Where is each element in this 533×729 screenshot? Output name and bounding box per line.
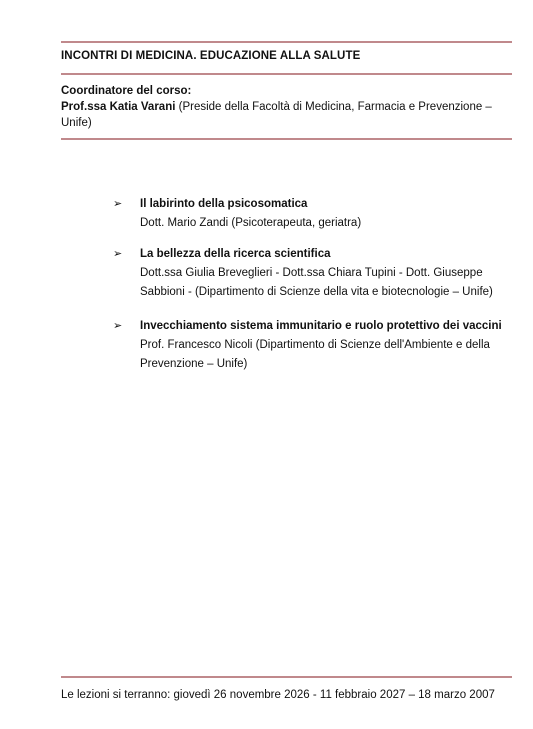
title-rule xyxy=(61,73,512,75)
top-rule xyxy=(61,41,512,43)
coordinator-block xyxy=(61,83,516,131)
arrow-bullet-icon: ➢ xyxy=(113,248,123,260)
list-item xyxy=(113,245,518,302)
coordinator-label: Coordinatore del corso: xyxy=(61,85,192,97)
list-item xyxy=(113,317,518,374)
coordinator-name: Prof.ssa Katia Varani xyxy=(61,101,176,113)
lecture-title: Invecchiamento sistema immunitario e ruolo protettivo dei vaccini xyxy=(140,320,502,332)
lecture-title: Il labirinto della psicosomatica xyxy=(140,198,308,210)
lecture-speakers: Dott. Mario Zandi (Psicoterapeuta, geriatra) xyxy=(140,217,362,229)
lecture-list xyxy=(113,195,518,374)
footer-rule xyxy=(61,676,512,678)
coordinator-role: (Preside della Facoltà di Medicina, Farmacia e Prevenzione – Unife) xyxy=(61,101,492,129)
lecture-speakers: Dott.ssa Giulia Breveglieri - Dott.ssa Chiara Tupini - Dott. Giuseppe Sabbioni - (Dipartimento di Scienze della vita e biotecnologie – Unife) xyxy=(140,267,493,298)
lecture-speakers: Prof. Francesco Nicoli (Dipartimento di Scienze dell'Ambiente e della Prevenzione – Unife) xyxy=(140,339,490,370)
footer-dates: Le lezioni si terranno: giovedì 26 novembre 2026 - 11 febbraio 2027 – 18 marzo 2007 xyxy=(61,689,495,701)
arrow-bullet-icon: ➢ xyxy=(113,198,123,210)
lecture-title: La bellezza della ricerca scientifica xyxy=(140,248,331,260)
arrow-bullet-icon: ➢ xyxy=(113,320,123,332)
list-item xyxy=(113,195,518,233)
page-title: INCONTRI DI MEDICINA. EDUCAZIONE ALLA SALUTE xyxy=(61,50,361,62)
coordinator-rule xyxy=(61,138,512,140)
